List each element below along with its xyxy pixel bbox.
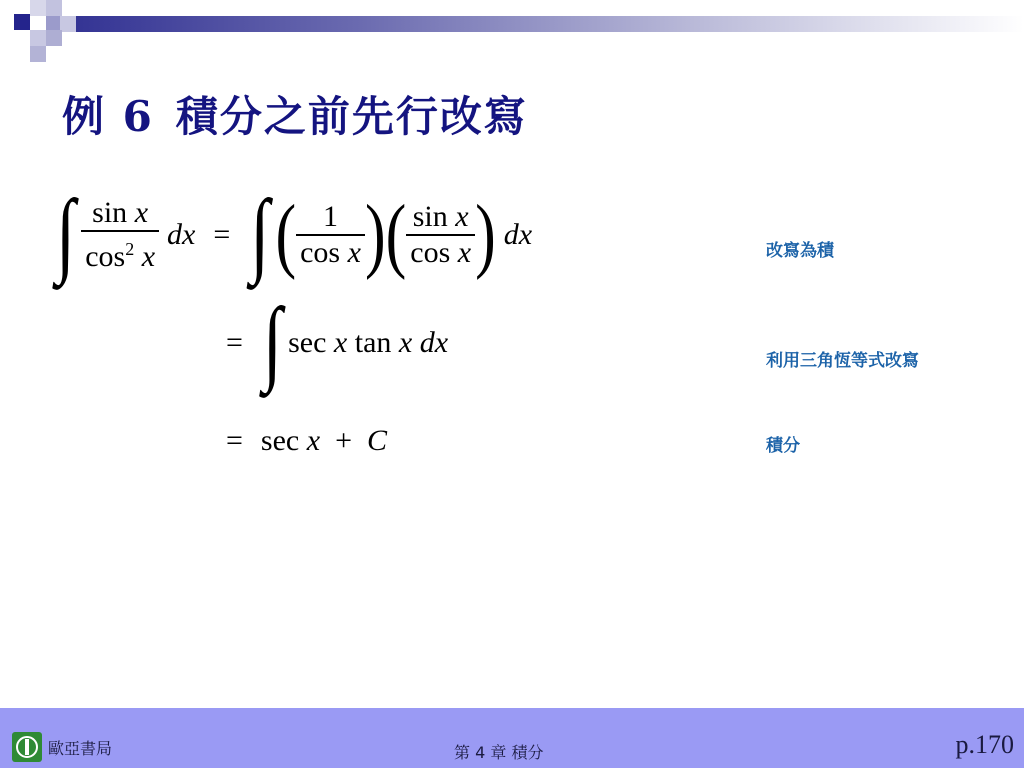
lhs-dx: dx: [167, 218, 196, 251]
rhs-frac1-denominator: cos x: [296, 234, 365, 270]
step-2-note: 利用三角恆等式改寫: [766, 351, 919, 371]
integral-sign: ∫: [250, 182, 270, 287]
deco-square: [60, 16, 76, 32]
left-paren: (: [385, 189, 407, 281]
rhs-frac2-denominator: cos x: [406, 234, 475, 270]
equals-sign: =: [226, 326, 243, 359]
right-paren: ): [364, 189, 386, 281]
deco-square: [46, 30, 62, 46]
left-paren: (: [275, 189, 297, 281]
step-2-expression: sec x tan x dx: [288, 326, 449, 359]
equals-sign: =: [226, 424, 243, 457]
slide-title: [62, 84, 528, 144]
right-paren: ): [475, 189, 496, 281]
lhs-fraction: [81, 196, 159, 274]
step-1-note: 改寫為積: [766, 241, 834, 261]
title-text: 積分之前先行改寫: [175, 92, 528, 141]
rhs-frac2-numerator: sin x: [412, 200, 469, 233]
chapter-label: 第 4 章 積分: [454, 743, 544, 762]
step-3-note: 積分: [766, 436, 800, 456]
step-3-expression: sec x + C: [260, 424, 387, 457]
rhs-fraction-1: [296, 200, 365, 270]
deco-square: [14, 14, 30, 30]
header-gradient-bar: [76, 16, 1024, 32]
logo-bar: [25, 739, 29, 755]
equals-sign: =: [213, 218, 231, 251]
example-number: 例 6: [62, 92, 154, 141]
integral-sign: ∫: [56, 182, 76, 287]
rhs-frac1-numerator: 1: [323, 200, 339, 233]
integral-sign: ∫: [262, 290, 283, 395]
publisher-logo-icon: [12, 732, 42, 762]
page-number: p.170: [955, 730, 1014, 759]
lhs-denominator: $\cos^2 x$: [81, 230, 159, 274]
equation-step-2: [226, 290, 449, 395]
rhs-dx: dx: [503, 218, 533, 251]
deco-square: [30, 30, 46, 46]
rhs-fraction-2: [406, 200, 475, 270]
deco-square: [30, 0, 46, 16]
equation-step-1: [54, 182, 533, 287]
deco-square: [46, 0, 62, 16]
deco-square: [30, 46, 46, 62]
equation-step-3: [226, 424, 387, 458]
publisher-name: 歐亞書局: [48, 739, 113, 758]
footer-bar: [0, 708, 1024, 768]
lhs-numerator: sin x: [92, 196, 149, 229]
